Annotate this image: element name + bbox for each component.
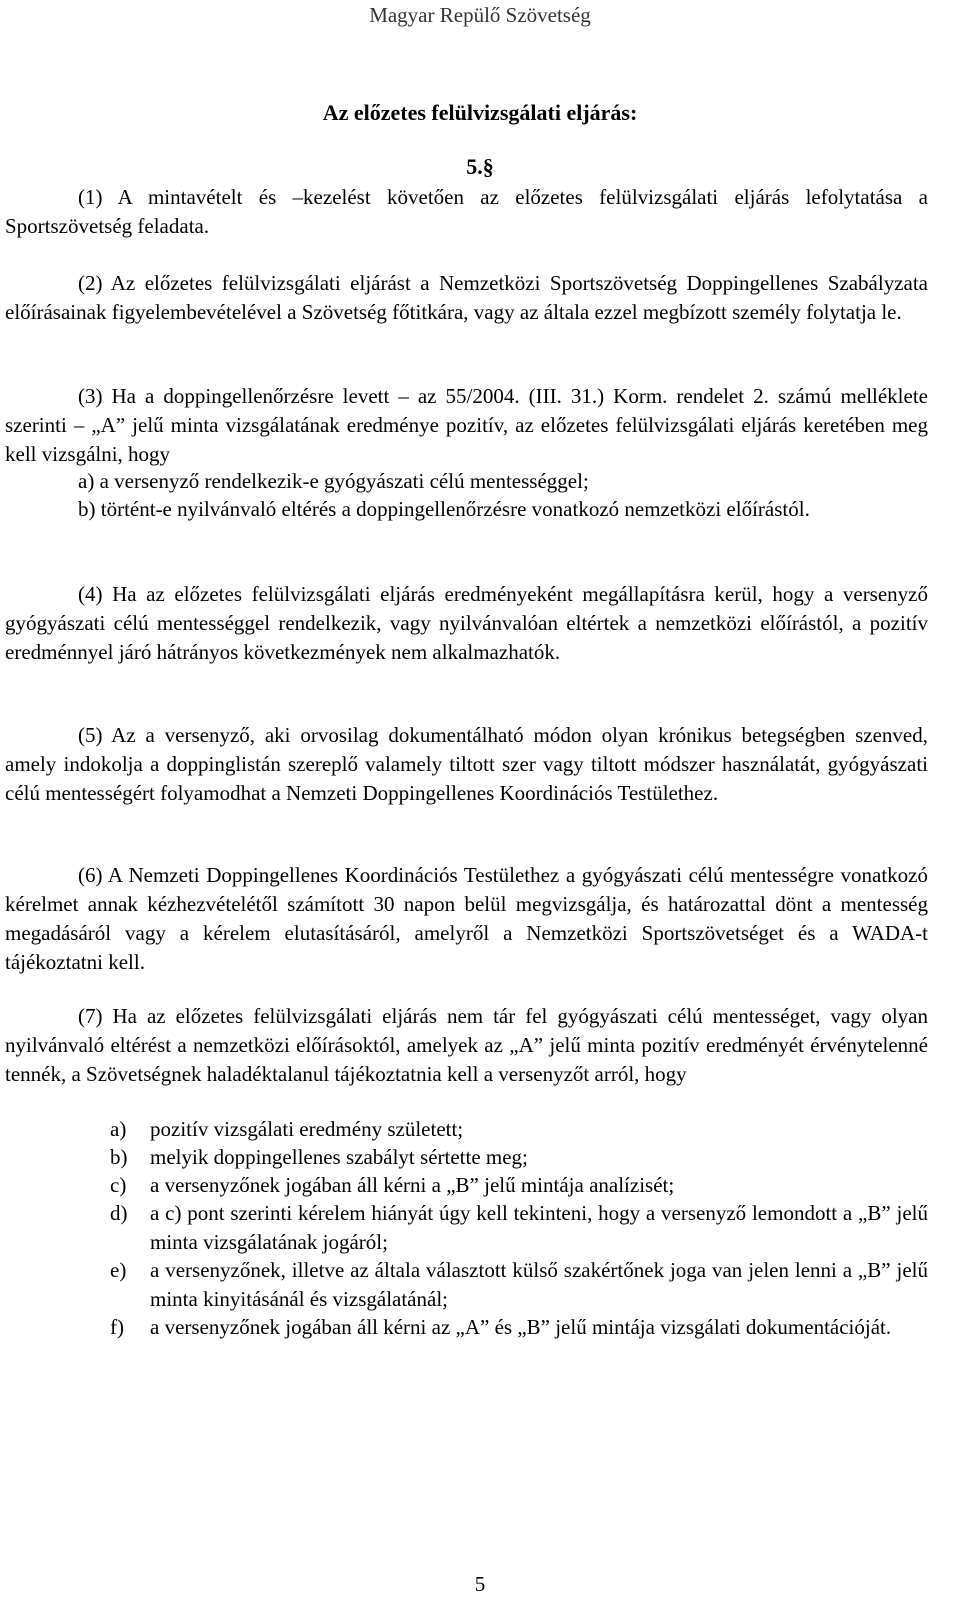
list-item: e) a versenyzőnek, illetve az általa választott külső szakértőnek joga van jelen lenni a „B” jelű minta kinyitásánál és vizsgálatánál; [110, 1258, 928, 1311]
list-item: c) a versenyzőnek jogában áll kérni a „B” jelű mintája analízisét; [110, 1173, 675, 1197]
paragraph-6: (6) A Nemzeti Doppingellenes Koordinációs Testülethez a gyógyászati célú mentességre vonatkozó kérelmet annak kézhezvételétől számított 30 napon belül megvizsgálja, és határozattal dönt a mentesség megadásáról vagy a kérelem elutasításáról, amelyről a Nemzetközi Sportszövetséget és a WADA-t tájékoztatni kell. [5, 863, 928, 974]
section-number: 5.§ [466, 154, 494, 179]
paragraph-7: (7) Ha az előzetes felülvizsgálati eljárás nem tár fel gyógyászati célú mentességet, vagy olyan nyilvánvaló eltérést a nemzetközi előírásoktól, amelyek az „A” jelű minta pozitív eredményét érvénytelenné tennék, a Szövetségnek haladéktalanul tájékoztatnia kell a versenyzőt arról, hogy [5, 1004, 928, 1086]
list-item: f) a versenyzőnek jogában áll kérni az „A” és „B” jelű mintája vizsgálati dokumentációját. [110, 1315, 892, 1339]
paragraph-2: (2) Az előzetes felülvizsgálati eljárást a Nemzetközi Sportszövetség Doppingellenes Szabályzata előírásainak figyelembevételével a Szövetség főtitkára, vagy az általa ezzel megbízott személy folytatja le. [5, 271, 928, 324]
page-header: Magyar Repülő Szövetség [369, 3, 591, 27]
section-title: Az előzetes felülvizsgálati eljárás: [322, 100, 638, 125]
list-item: d) a c) pont szerinti kérelem hiányát úgy kell tekinteni, hogy a versenyző lemondott a „B” jelű minta vizsgálatának jogáról; [110, 1201, 928, 1254]
paragraph-1: (1) A mintavételt és –kezelést követően az előzetes felülvizsgálati eljárás lefolytatása a Sportszövetség feladata. [5, 185, 928, 238]
list-item: b) történt-e nyilvánvaló eltérés a doppingellenőrzésre vonatkozó nemzetközi előírástól. [78, 497, 810, 521]
list-item: b) melyik doppingellenes szabályt sértette meg; [110, 1145, 528, 1169]
list-item: a) pozitív vizsgálati eredmény született; [110, 1117, 464, 1141]
list-item: a) a versenyző rendelkezik-e gyógyászati célú mentességgel; [78, 469, 589, 493]
paragraph-3: (3) Ha a doppingellenőrzésre levett – az 55/2004. (III. 31.) Korm. rendelet 2. számú melléklete szerinti – „A” jelű minta vizsgálatának eredménye pozitív, az előzetes felülvizsgálati eljárás keretében meg kell vizsgálni, hogy [5, 384, 928, 466]
page-number: 5 [474, 1572, 486, 1596]
paragraph-4: (4) Ha az előzetes felülvizsgálati eljárás eredményeként megállapításra kerül, hogy a versenyző gyógyászati célú mentességgel rendelkezik, vagy nyilvánvalóan eltértek a nemzetközi előírástól, a pozitív eredménnyel járó hátrányos következmények nem alkalmazhatók. [5, 582, 928, 664]
paragraph-5: (5) Az a versenyző, aki orvosilag dokumentálható módon olyan krónikus betegségben szenved, amely indokolja a doppinglistán szereplő valamely tiltott szer vagy tiltott módszer használatát, gyógyászati célú mentességért folyamodhat a Nemzeti Doppingellenes Koordinációs Testülethez. [5, 723, 928, 805]
